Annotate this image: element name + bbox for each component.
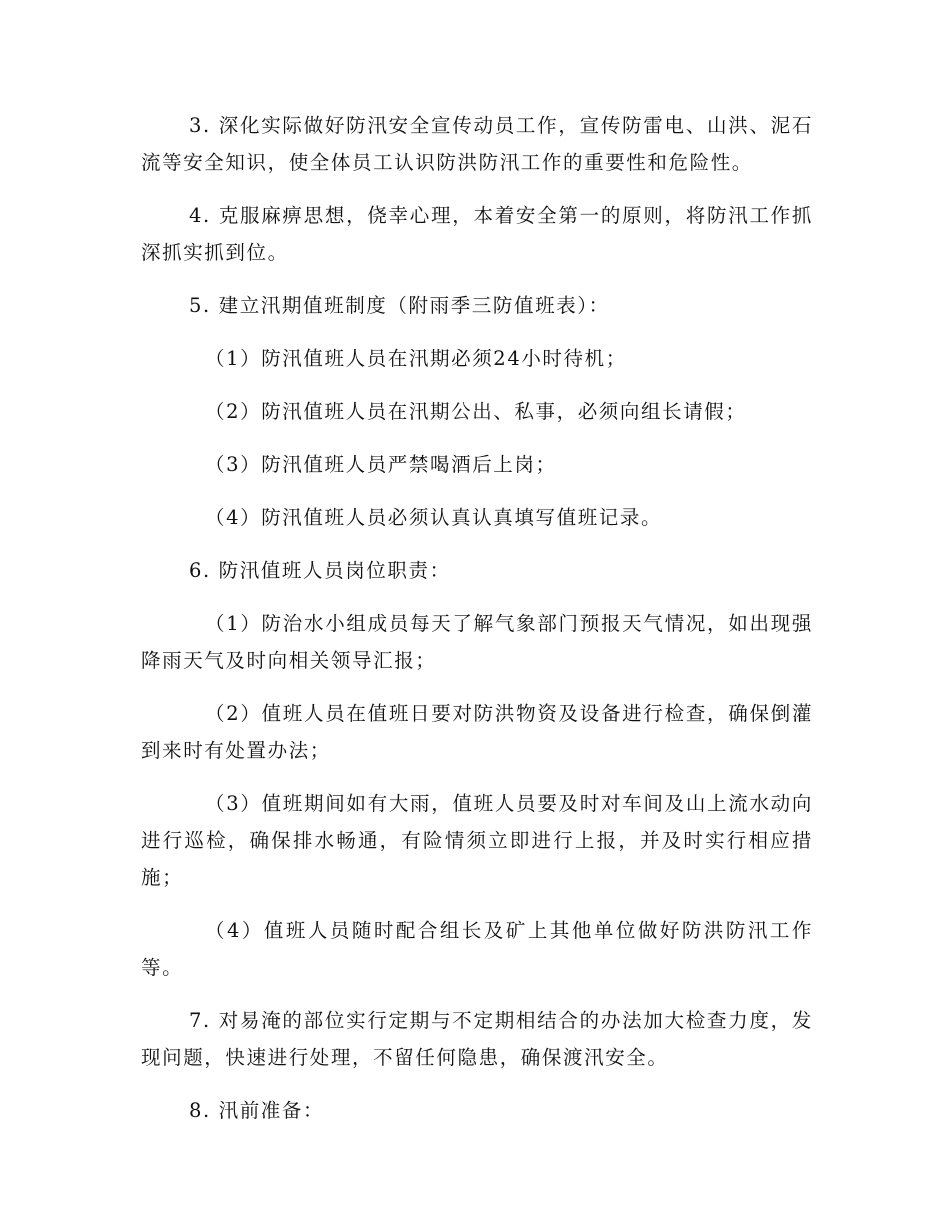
subitem-5-3: （3）防汛值班人员严禁喝酒后上岗； <box>205 453 557 476</box>
subitem-5-2: （2）防汛值班人员在汛期公出、私事，必须向组长请假； <box>205 400 747 423</box>
paragraph-item-7: 7. 对易淹的部位实行定期与不定期相结合的办法加大检查力度，发现问题，快速进行处理，不留任何隐患，确保渡汛安全。 <box>141 1009 813 1069</box>
paragraph-item-3: 3. 深化实际做好防汛安全宣传动员工作，宣传防雷电、山洪、泥石流等安全知识，使全体员工认识防洪防汛工作的重要性和危险性。 <box>141 114 813 174</box>
subitem-6-3: （3）值班期间如有大雨，值班人员要及时对车间及山上流水动向进行巡检，确保排水畅通，有险情须立即进行上报，并及时实行相应措施； <box>141 792 813 889</box>
paragraph-item-6: 6. 防汛值班人员岗位职责： <box>189 559 451 582</box>
subitem-5-1: （1）防汛值班人员在汛期必须24小时待机； <box>205 347 627 370</box>
subitem-6-2: （2）值班人员在值班日要对防洪物资及设备进行检查，确保倒灌到来时有处置办法； <box>141 702 813 762</box>
paragraph-item-8: 8. 汛前准备： <box>189 1099 325 1122</box>
subitem-6-1: （1）防治水小组成员每天了解气象部门预报天气情况，如出现强降雨天气及时向相关领导汇报； <box>141 612 813 672</box>
paragraph-item-4: 4. 克服麻痹思想，侥幸心理，本着安全第一的原则，将防汛工作抓深抓实抓到位。 <box>141 204 813 264</box>
paragraph-item-5: 5. 建立汛期值班制度（附雨季三防值班表）： <box>189 294 610 317</box>
subitem-5-4: （4）防汛值班人员必须认真认真填写值班记录。 <box>205 506 663 529</box>
document-body <box>141 107 813 1145</box>
subitem-6-4: （4）值班人员随时配合组长及矿上其他单位做好防洪防汛工作等。 <box>141 919 813 979</box>
